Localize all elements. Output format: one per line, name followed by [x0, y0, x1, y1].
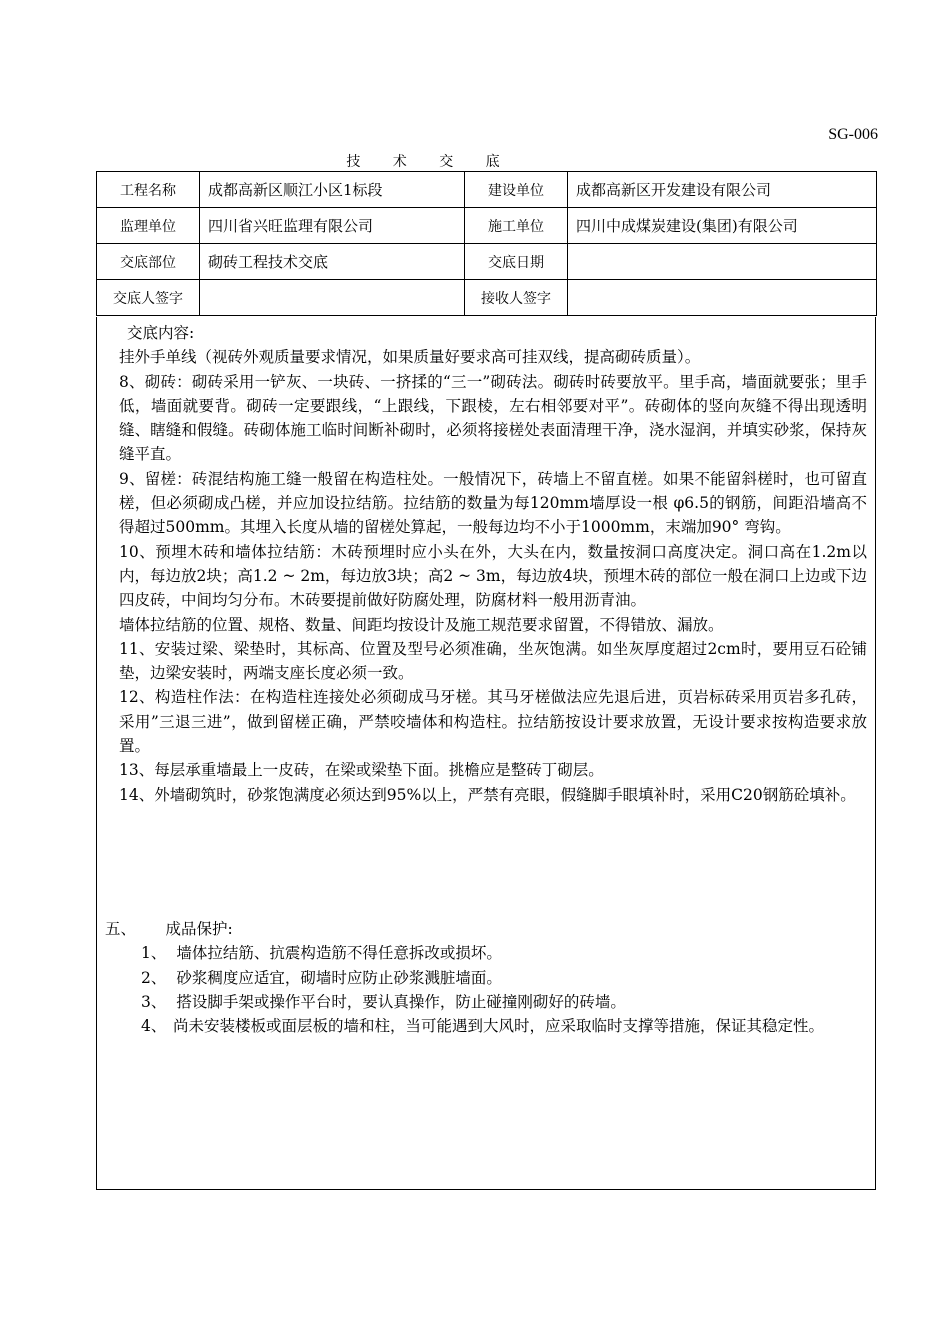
- content-paragraph: 9、留槎：砖混结构施工缝一般留在构造柱处。一般情况下，砖墙上不留直槎。如果不能留斜槎时，也可留直槎，但必须砌成凸槎，并应加设拉结筋。拉结筋的数量为每120mm墙厚设一根 φ6.5的钢筋，间距沿墙高不得超过500mm。其埋入长度从墙的留槎处算起，一般每边均不小于1000mm，末端加90° 弯钩。: [119, 469, 867, 537]
- content-paragraph: 12、构造柱作法：在构造柱连接处必须砌成马牙槎。其马牙槎做法应先退后进，页岩标砖采用页岩多孔砖，采用”三退三进”，做到留槎正确，严禁咬墙体和构造柱。拉结筋按设计要求放置，无设计要求按构造要求放置。: [119, 688, 867, 756]
- receiver-signature-label: 接收人签字: [465, 280, 568, 316]
- content-box: [96, 317, 876, 1190]
- content-paragraph: 10、预埋木砖和墙体拉结筋：木砖预埋时应小头在外，大头在内，数量按洞口高度决定。洞口高在1.2m以内，每边放2块；高1.2 ~ 2m，每边放3块；高2 ~ 3m，每边放4块，预埋木砖的部位一般在洞口上边或下边四皮砖，中间均匀分布。木砖要提前做好防腐处理，防腐材料一般用沥青油。: [119, 542, 867, 610]
- list-item-text: 搭设脚手架或操作平台时，要认真操作，防止碰撞刚砌好的砖墙。: [176, 992, 626, 1011]
- list-item-number: 3、: [141, 992, 167, 1011]
- document-id: SG-006: [828, 126, 878, 143]
- header-table: [96, 171, 877, 316]
- list-item: [105, 990, 865, 1014]
- receiver-signature-value: [568, 280, 877, 316]
- header-row: [97, 172, 877, 208]
- client-value: 成都高新区开发建设有限公司: [568, 172, 877, 208]
- content-paragraph: 墙体拉结筋的位置、规格、数量、间距均按设计及施工规范要求留置，不得错放、漏放。: [119, 615, 724, 634]
- header-row: [97, 280, 877, 316]
- header-row: [97, 244, 877, 280]
- content-paragraph: 11、安装过梁、梁垫时，其标高、位置及型号必须准确，坐灰饱满。如坐灰厚度超过2cm时，要用豆石砼铺垫，边梁安装时，两端支座长度必须一致。: [119, 639, 867, 683]
- list-item-number: 4、: [141, 1017, 167, 1036]
- list-item-number: 1、: [141, 944, 167, 963]
- project-name-label: 工程名称: [97, 172, 200, 208]
- contractor-label: 施工单位: [465, 208, 568, 244]
- content-paragraph: 8、砌砖：砌砖采用一铲灰、一块砖、一挤揉的“三一”砌砖法。砌砖时砖要放平。里手高，墙面就要张；里手低，墙面就要背。砌砖一定要跟线，“上跟线，下跟棱，左右相邻要对平”。砖砌体的竖向灰缝不得出现透明缝、瞎缝和假缝。砖砌体施工临时间断补砌时，必须将接槎处表面清理干净，浇水湿润，并填实砂浆，保持灰缝平直。: [119, 372, 867, 464]
- disclosure-part-value: 砌砖工程技术交底: [200, 244, 465, 280]
- discloser-signature-value: [200, 280, 465, 316]
- list-item-text: 砂浆稠度应适宜，砌墙时应防止砂浆溅脏墙面。: [176, 968, 502, 987]
- list-item: [105, 941, 865, 965]
- content-paragraph: 13、每层承重墙最上一皮砖，在梁或梁垫下面。挑檐应是整砖丁砌层。: [119, 761, 604, 780]
- list-item: [105, 1014, 865, 1038]
- list-item: [105, 966, 865, 990]
- supervisor-value: 四川省兴旺监理有限公司: [200, 208, 465, 244]
- supervisor-label: 监理单位: [97, 208, 200, 244]
- content-paragraph: 挂外手单线（视砖外观质量要求情况，如果质量好要求高可挂双线，提高砌砖质量）。: [119, 348, 701, 367]
- project-name-value: 成都高新区顺江小区1标段: [200, 172, 465, 208]
- list-item-text: 尚未安装楼板或面层板的墙和柱，当可能遇到大风时，应采取临时支撑等措施，保证其稳定性。: [173, 1017, 825, 1036]
- content-paragraph: 14、外墙砌筑时，砂浆饱满度必须达到95%以上，严禁有亮眼，假缝脚手眼填补时，采用C20钢筋砼填补。: [119, 785, 856, 804]
- content-heading: 交底内容:: [127, 324, 195, 342]
- discloser-signature-label: 交底人签字: [97, 280, 200, 316]
- disclosure-date-label: 交底日期: [465, 244, 568, 280]
- content-body: [119, 321, 867, 807]
- section-5: [105, 917, 865, 1038]
- header-row: [97, 208, 877, 244]
- disclosure-date-value: [568, 244, 877, 280]
- client-label: 建设单位: [465, 172, 568, 208]
- list-item-text: 墙体拉结筋、抗震构造筋不得任意拆改或损坏。: [176, 944, 502, 963]
- section-5-heading: 五、 成品保护:: [105, 920, 233, 938]
- disclosure-part-label: 交底部位: [97, 244, 200, 280]
- document-title: 技 术 交 底: [346, 154, 514, 170]
- list-item-number: 2、: [141, 968, 167, 987]
- contractor-value: 四川中成煤炭建设(集团)有限公司: [568, 208, 877, 244]
